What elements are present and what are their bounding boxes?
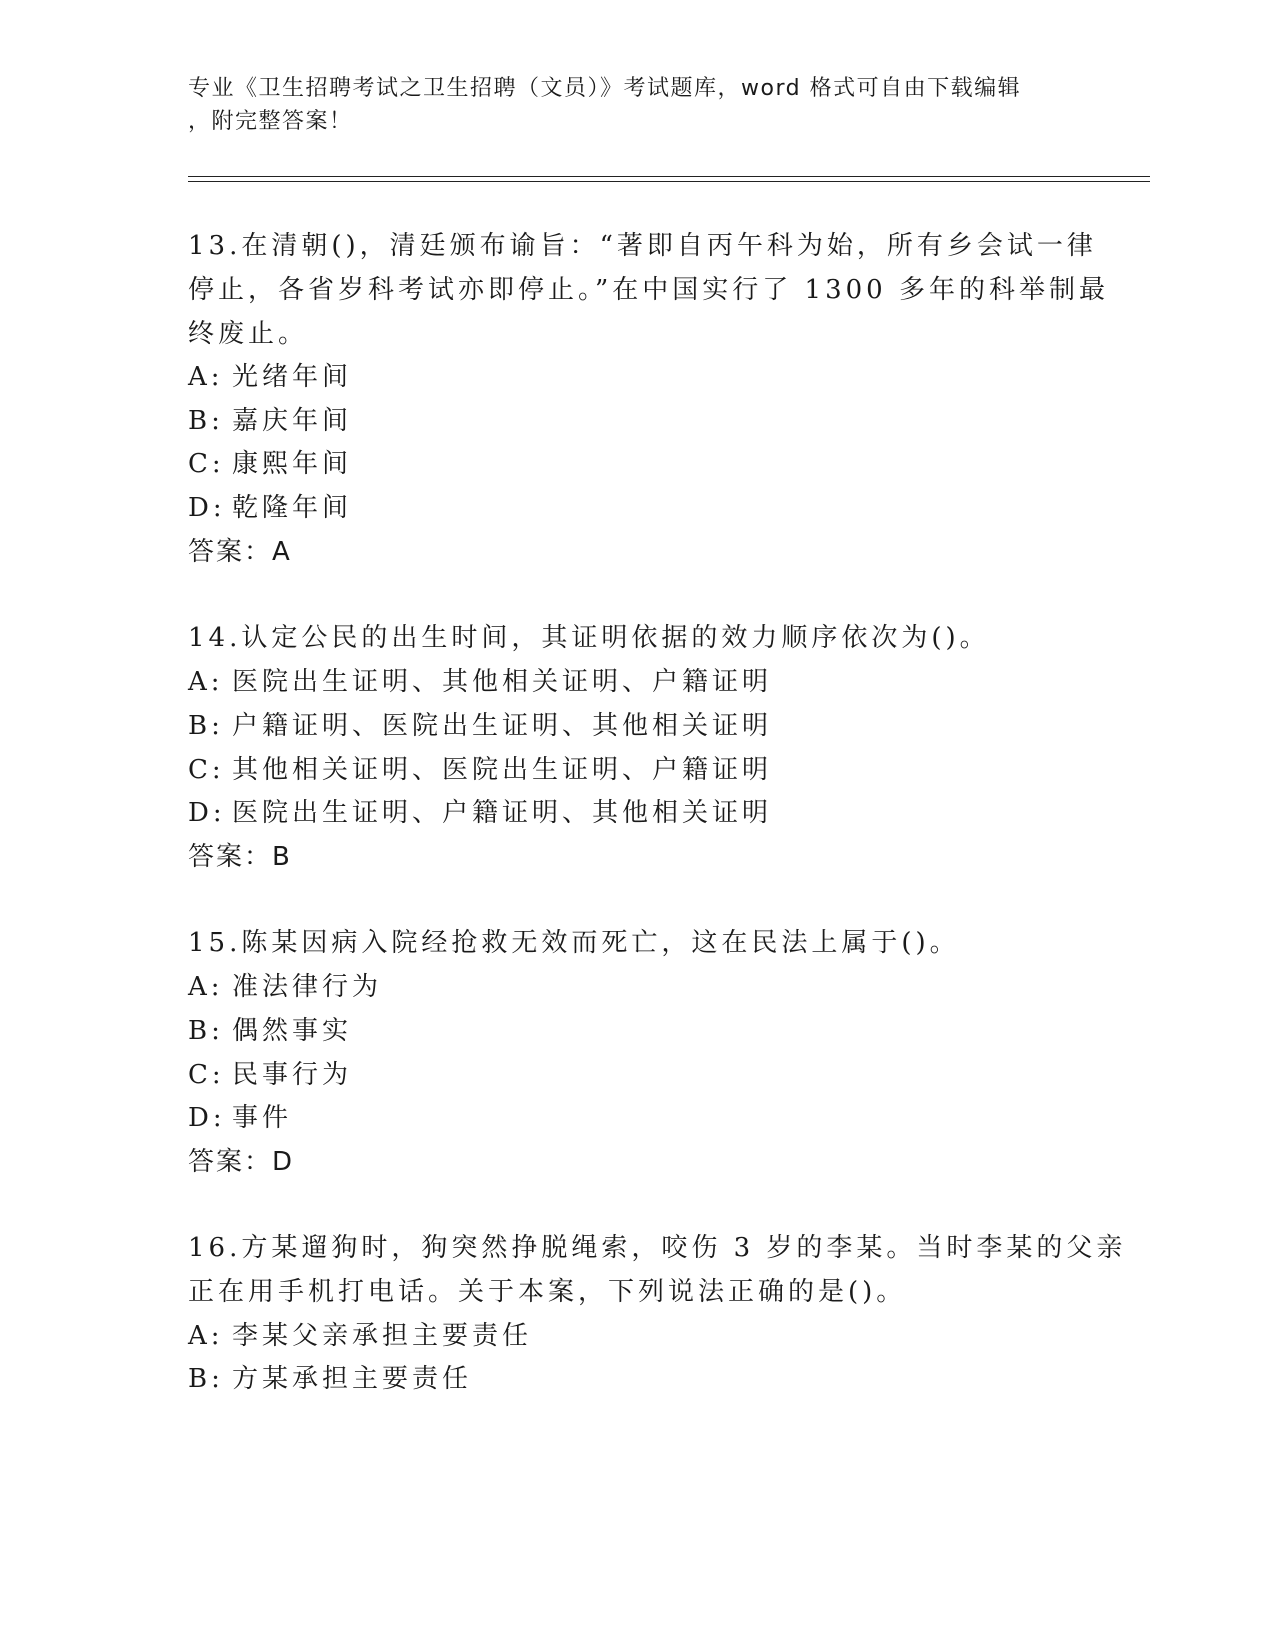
option-letter: D: [188,798,226,828]
question-13-answer: 答案：A [188,537,292,567]
question-15-answer: 答案：D [188,1147,295,1177]
option-letter: A: [188,1321,224,1351]
option-letter: A: [188,667,224,697]
question-13-line-1: 13.在清朝()，清廷颁布谕旨：“著即自丙午科为始，所有乡会试一律 [188,231,1097,261]
option-letter: A: [188,362,224,392]
question-15-line-1: 15.陈某因病入院经抢救无效而死亡，这在民法上属于()。 [188,928,960,958]
header-line-2: ，附完整答案！ [188,109,353,134]
option-letter: B: [188,1016,224,1046]
option-letter: B: [188,406,224,436]
option-text: 方某承担主要责任 [232,1364,473,1394]
question-13-option-b [188,405,352,437]
option-text: 其他相关证明、医院出生证明、户籍证明 [232,755,773,785]
option-text: 民事行为 [232,1060,353,1090]
option-letter: B: [188,1364,224,1394]
option-letter: D: [188,1103,226,1133]
option-text: 康熙年间 [232,449,353,479]
header-divider-top [188,176,1150,177]
document-header [188,72,1068,138]
option-letter: C: [188,449,225,479]
question-15-option-a [188,971,382,1003]
option-text: 户籍证明、医院出生证明、其他相关证明 [232,711,773,741]
question-16-line-1: 16.方某遛狗时，狗突然挣脱绳索，咬伤 3 岁的李某。当时李某的父亲 [188,1233,1127,1263]
option-letter: A: [188,972,224,1002]
option-text: 医院出生证明、户籍证明、其他相关证明 [232,798,773,828]
option-letter: D: [188,493,226,523]
question-14-option-a [188,666,772,698]
question-15-option-c [188,1059,352,1091]
header-divider-bottom [188,181,1150,182]
header-line-1: 专业《卫生招聘考试之卫生招聘（文员）》考试题库，word 格式可自由下载编辑 [188,76,1022,101]
option-letter: B: [188,711,224,741]
question-13-option-a [188,361,352,393]
option-text: 准法律行为 [232,972,383,1002]
question-14-line-1: 14.认定公民的出生时间，其证明依据的效力顺序依次为()。 [188,623,990,653]
option-text: 光绪年间 [232,362,353,392]
question-15-option-b [188,1015,352,1047]
question-16-option-b [188,1363,472,1395]
option-text: 乾隆年间 [232,493,353,523]
option-text: 嘉庆年间 [232,406,353,436]
question-14-option-c [188,754,772,786]
question-13-option-d [188,492,352,524]
option-text: 事件 [232,1103,293,1133]
question-14-answer: 答案：B [188,842,292,872]
question-16-line-2: 正在用手机打电话。关于本案，下列说法正确的是()。 [188,1277,907,1307]
question-13-line-2: 停止，各省岁科考试亦即停止。”在中国实行了 1300 多年的科举制最 [188,275,1109,305]
option-letter: C: [188,755,225,785]
option-text: 李某父亲承担主要责任 [232,1321,533,1351]
question-15-option-d [188,1102,292,1134]
option-text: 偶然事实 [232,1016,353,1046]
question-13-option-c [188,448,352,480]
question-14-option-d [188,797,772,829]
option-text: 医院出生证明、其他相关证明、户籍证明 [232,667,773,697]
question-16-option-a [188,1320,532,1352]
question-14-option-b [188,710,772,742]
option-letter: C: [188,1060,225,1090]
question-13-line-3: 终废止。 [188,319,309,349]
